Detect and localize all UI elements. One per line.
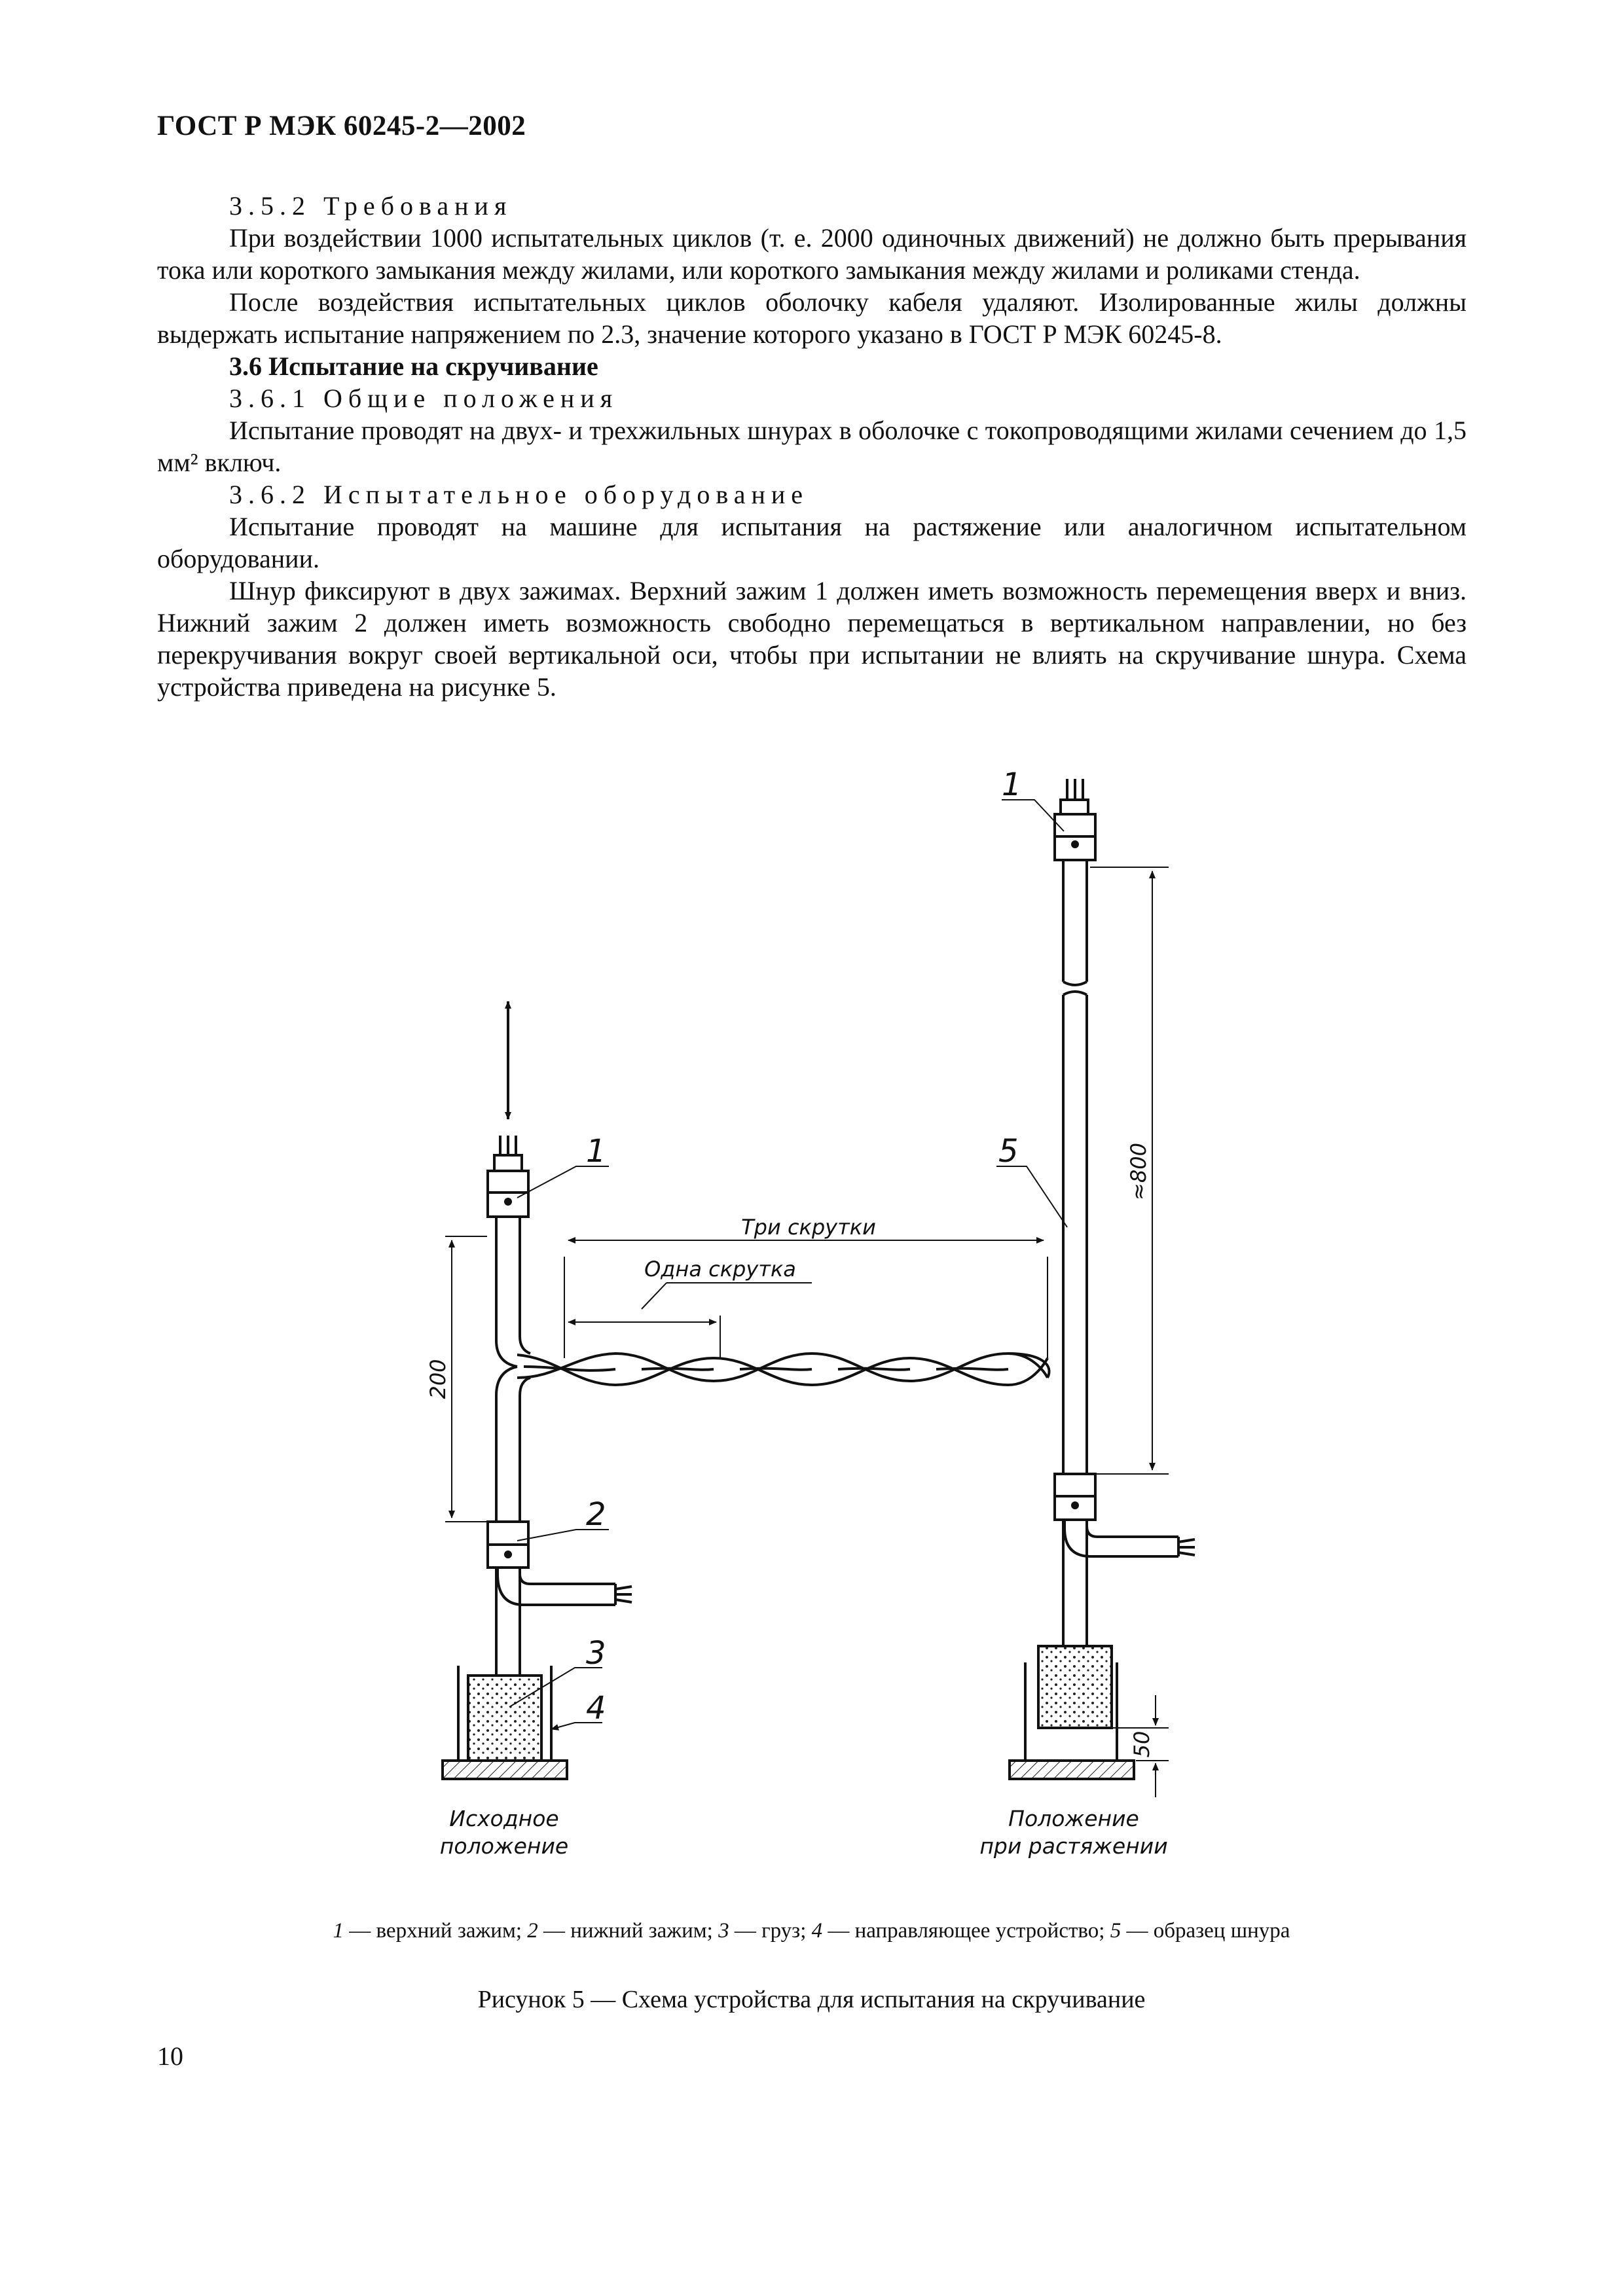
figure-legend: [0, 1919, 1623, 1943]
weight-right: [1038, 1646, 1112, 1728]
paragraph: Испытание проводят на двух- и трехжильных шнурах в оболочке с токопроводящими жилами сечением до 1,5 мм² включ.: [157, 416, 1467, 477]
legend-text: — верхний зажим;: [344, 1919, 528, 1943]
twist-test-diagram: [0, 766, 1623, 1905]
label-one-twist: Одна скрутка: [644, 1257, 796, 1282]
subsection-title-3-5-2: 3.5.2 Требования: [229, 191, 513, 221]
subsection-title-3-6-2: 3.6.2 Испытательное оборудование: [229, 480, 809, 509]
label-initial-position-1: Исходное: [449, 1806, 559, 1831]
label-5: 5: [998, 1133, 1019, 1170]
label-1-right: 1: [1002, 766, 1022, 803]
label-3: 3: [586, 1635, 606, 1672]
legend-num: 2: [527, 1919, 538, 1943]
legend-num: 3: [718, 1919, 729, 1943]
base-left: [443, 1761, 567, 1779]
legend-num: 4: [811, 1919, 823, 1943]
page-number: 10: [157, 2041, 183, 2071]
cable-sample-left: [496, 1217, 517, 1367]
figure-5: [0, 766, 1623, 1905]
label-tension-position-2: при растяжении: [979, 1833, 1168, 1859]
paragraph: После воздействия испытательных циклов оболочку кабеля удаляют. Изолированные жилы должны выдержать испытание напряжением по 2.3, значение которого указано в ГОСТ Р МЭК 60245-8.: [157, 287, 1467, 349]
upper-clamp-left: [488, 1171, 528, 1217]
label-4: 4: [586, 1690, 606, 1727]
label-dim-800: ≈800: [1126, 1143, 1151, 1200]
label-dim-50: 50: [1129, 1731, 1154, 1758]
label-initial-position-2: положение: [439, 1833, 569, 1859]
lower-clamp-right: [1055, 1474, 1095, 1520]
label-2: 2: [586, 1496, 606, 1533]
twisted-section: [517, 1354, 1049, 1385]
legend-text: — груз;: [729, 1919, 812, 1943]
legend-text: — направляющее устройство;: [822, 1919, 1110, 1943]
lower-clamp-left: [488, 1522, 528, 1568]
label-three-twists: Три скрутки: [741, 1215, 876, 1240]
label-tension-position-1: Положение: [1008, 1806, 1139, 1831]
label-dim-200: 200: [426, 1359, 450, 1399]
body-text: [157, 190, 1467, 703]
legend-num: 5: [1110, 1919, 1122, 1943]
paragraph: Шнур фиксируют в двух зажимах. Верхний зажим 1 должен иметь возможность перемещения вверх и вниз. Нижний зажим 2 должен иметь возможность свободно перемещаться в вертикальном направлении, но без перекручивания вокруг своей вертикальной оси, чтобы при испытании не влиять на скручивание шнура. Схема устройства приведена на рисунке 5.: [157, 576, 1467, 702]
document-header: ГОСТ Р МЭК 60245-2—2002: [157, 111, 526, 141]
paragraph: При воздействии 1000 испытательных циклов (т. е. 2000 одиночных движений) не должно быть прерывания тока или короткого замыкания между жилами, или короткого замыкания между жилами и роликами стенда.: [157, 223, 1467, 285]
legend-text: — нижний зажим;: [538, 1919, 719, 1943]
base-right: [1010, 1761, 1134, 1779]
paragraph: Испытание проводят на машине для испытания на растяжение или аналогичном испытательном оборудовании.: [157, 512, 1467, 573]
subsection-title-3-6-1: 3.6.1 Общие положения: [229, 384, 619, 413]
section-title-3-6: 3.6 Испытание на скручивание: [229, 351, 598, 381]
legend-num: 1: [333, 1919, 344, 1943]
weight-left: [468, 1676, 541, 1761]
legend-text: — образец шнура: [1121, 1919, 1290, 1943]
figure-caption: Рисунок 5 — Схема устройства для испытания на скручивание: [477, 1986, 1146, 2013]
upper-clamp-right: [1055, 814, 1095, 860]
label-1-left: 1: [586, 1133, 606, 1170]
